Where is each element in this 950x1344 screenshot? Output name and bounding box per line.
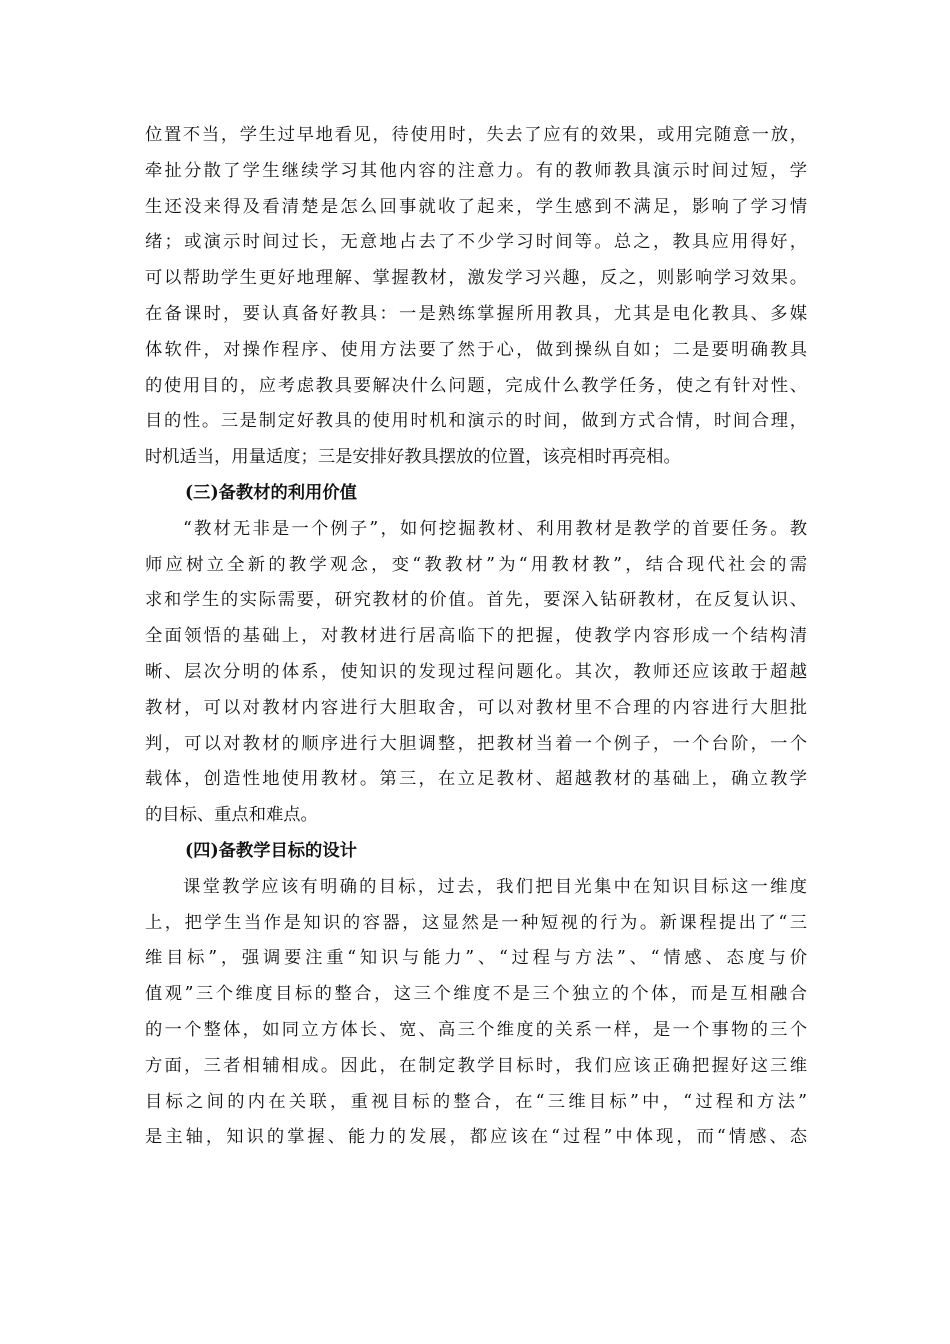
text-line: 的使用目的，应考虑教具要解决什么问题，完成什么教学任务，使之有针对性、 [145,375,807,396]
text-line: 是主轴，知识的掌握、能力的发展，都应该在“过程”中体现，而“情感、态 [145,1127,807,1148]
paragraph-teaching-aids [145,118,807,476]
paragraph-teaching-goals [145,870,807,1156]
text-line: 求和学生的实际需要，研究教材的价值。首先，要深入钻研教材，在反复认识、 [145,590,807,611]
text-line: 可以帮助学生更好地理解、掌握教材，激发学习兴趣，反之，则影响学习效果。 [145,268,807,289]
text-line: 绪；或演示时间过长，无意地占去了不少学习时间等。总之，教具应用得好， [145,232,807,253]
text-line: 课堂教学应该有明确的目标，过去，我们把目光集中在知识目标这一维度 [183,876,807,897]
section-heading-4: (四)备教学目标的设计 [185,840,357,861]
text-line: 时机适当，用量适度；三是安排好教具摆放的位置，该亮相时再亮相。 [145,447,681,468]
text-line: 目的性。三是制定好教具的使用时机和演示的时间，做到方式合情，时间合理， [145,411,807,432]
text-line: 生还没来得及看清楚是怎么回事就收了起来，学生感到不满足，影响了学习情 [145,196,807,217]
text-line: 判，可以对教材的顺序进行大胆调整，把教材当着一个例子，一个台阶，一个 [145,733,807,754]
text-line: 值观”三个维度目标的整合，这三个维度不是三个独立的个体，而是互相融合 [145,984,807,1005]
text-line: 位置不当，学生过早地看见，待使用时，失去了应有的效果，或用完随意一放， [145,125,807,145]
text-line: 方面，三者相辅相成。因此，在制定教学目标时，我们应该正确把握好这三维 [145,1055,807,1076]
text-line: 牵扯分散了学生继续学习其他内容的注意力。有的教师教具演示时间过短，学 [145,160,807,181]
text-line: 体软件，对操作程序、使用方法要了然于心，做到操纵自如；二是要明确教具 [145,339,807,360]
section-heading-3: (三)备教材的利用价值 [185,482,357,503]
text-line: “教材无非是一个例子”，如何挖掘教材、利用教材是教学的首要任务。教 [183,518,807,539]
text-line: 全面领悟的基础上，对教材进行居高临下的把握，使教学内容形成一个结构清 [145,626,807,647]
text-line: 的一个整体，如同立方体长、宽、高三个维度的关系一样，是一个事物的三个 [145,1019,807,1040]
text-line: 的目标、重点和难点。 [145,805,318,826]
text-line: 载体，创造性地使用教材。第三，在立足教材、超越教材的基础上，确立教学 [145,769,807,790]
text-line: 上，把学生当作是知识的容器，这显然是一种短视的行为。新课程提出了“三 [145,912,807,933]
paragraph-textbook-value [145,512,807,834]
text-line: 维目标”，强调要注重“知识与能力”、“过程与方法”、“情感、态度与价 [145,948,807,969]
document-body [145,118,807,1156]
text-line: 在备课时，要认真备好教具：一是熟练掌握所用教具，尤其是电化教具、多媒 [145,303,807,324]
text-line: 教材，可以对教材内容进行大胆取舍，可以对教材里不合理的内容进行大胆批 [145,697,807,718]
text-line: 师应树立全新的教学观念，变“教教材”为“用教材教”，结合现代社会的需 [145,554,807,575]
text-line: 晰、层次分明的体系，使知识的发现过程问题化。其次，教师还应该敢于超越 [145,661,807,682]
text-line: 目标之间的内在关联，重视目标的整合，在“三维目标”中，“过程和方法” [145,1091,807,1112]
